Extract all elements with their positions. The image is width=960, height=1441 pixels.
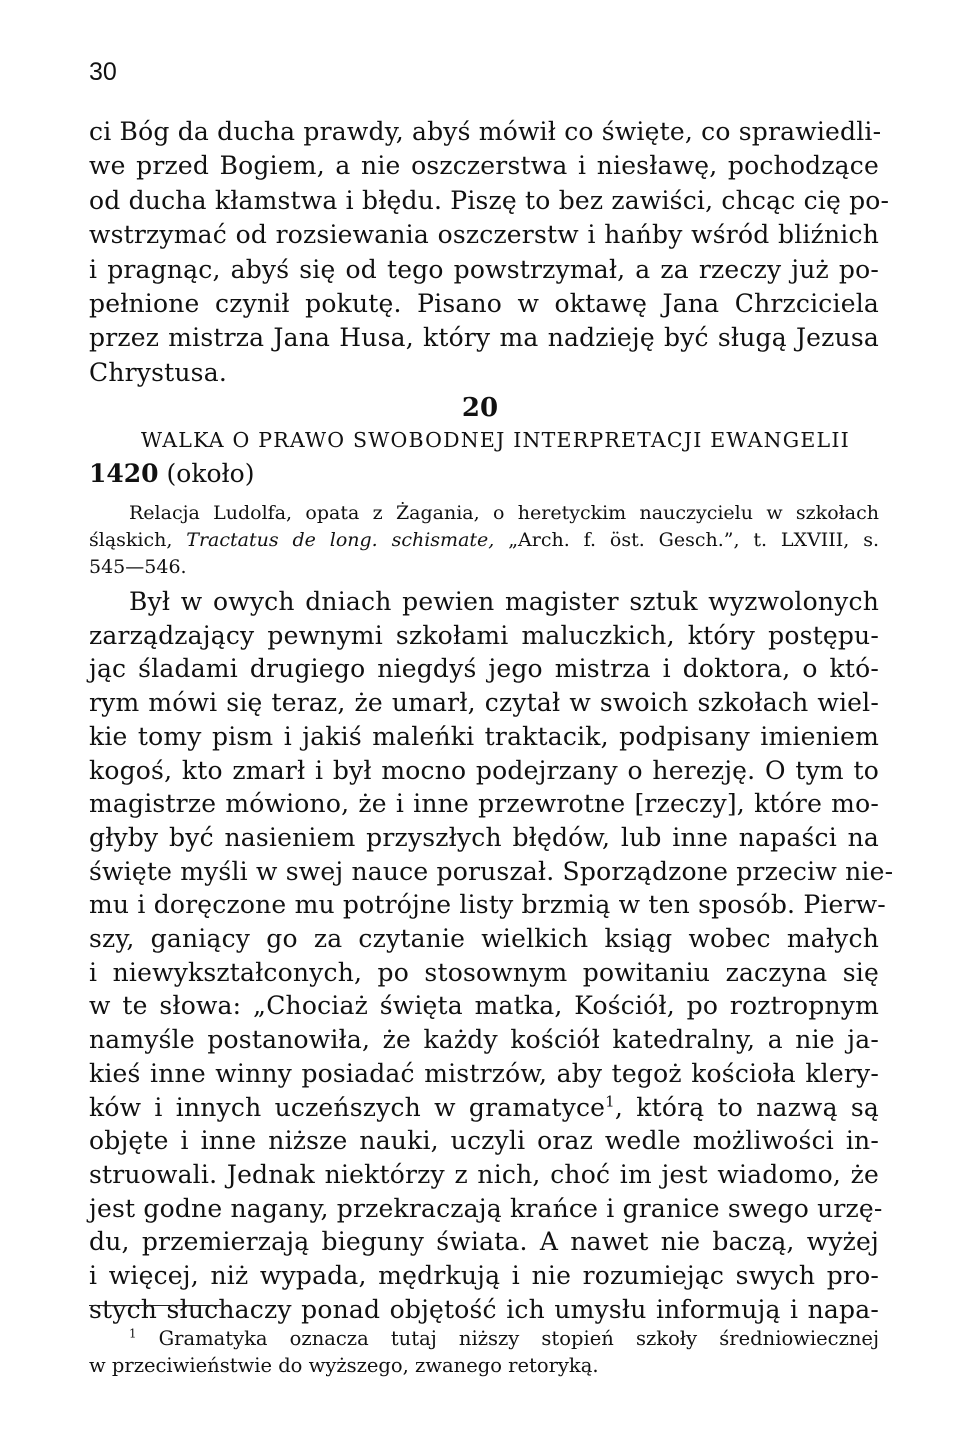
date-year: 1420 (89, 459, 159, 488)
text-segment: , którą to nazwą są (614, 1092, 880, 1122)
text-line: w te słowa: „Chociaż święta matka, Kościół, po roztropnym (89, 991, 879, 1021)
text-line: szy, ganiący go za czytanie wielkich ksiąg wobec małych (89, 924, 879, 954)
source-line (89, 527, 879, 554)
text-line: du, przemierzają bieguny świata. A nawet nie baczą, wyżej (89, 1227, 879, 1257)
text-line: i pragnąc, abyś się od tego powstrzymał, a za rzeczy już po- (89, 254, 879, 284)
text-line: wstrzymać od rozsiewania oszczerstw i hańby wśród bliźnich (89, 220, 879, 250)
footnote-line: w przeciwieństwie do wyższego, zwanego retoryką. (89, 1354, 599, 1377)
text-line: we przed Bogiem, a nie oszczerstwa i niesławę, pochodzące (89, 151, 879, 181)
text-line (89, 1091, 879, 1125)
source-text: śląskich, (89, 529, 187, 551)
footnote-marker: 1 (129, 1326, 137, 1341)
text-line: ci Bóg da ducha prawdy, abyś mówił co święte, co sprawiedli- (89, 117, 882, 146)
page-number: 30 (89, 58, 117, 86)
text-line: kogoś, kto zmarł i był mocno podejrzany o herezję. O tym to (89, 755, 879, 785)
source-line: Relacja Ludolfa, opata z Żagania, o heretyckim nauczycielu w szkołach (129, 502, 879, 524)
main-paragraph (89, 585, 894, 1326)
text-line: i niewykształconych, po stosownym powitaniu zaczyna się (89, 957, 879, 987)
text-line: struowali. Jednak niektórzy z nich, choć im jest wiadomo, że (89, 1159, 879, 1189)
footnote-text: Gramatyka oznacza tutaj niższy stopień szkoły średniowiecznej (136, 1327, 879, 1350)
text-line: Chrystusa. (89, 357, 227, 387)
footnote (89, 1325, 879, 1379)
source-text: „Arch. f. öst. Gesch.”, t. LXVIII, s. (494, 529, 880, 551)
text-line: przez mistrza Jana Husa, który ma nadzieję być sługą Jezusa (89, 323, 879, 353)
text-line: jest godne nagany, przekraczają krańce i granice swego urzę- (89, 1193, 883, 1223)
footnote-reference: 1 (605, 1092, 615, 1111)
text-line: od ducha kłamstwa i błędu. Piszę to bez zawiści, chcąc cię po- (89, 185, 890, 215)
top-paragraph (89, 115, 890, 390)
date-note: (około) (166, 459, 255, 488)
text-line: stych słuchaczy ponad objętość ich umysłu informują i napa- (89, 1294, 879, 1324)
text-line: głyby być nasieniem przyszłych błędów, lub inne napaści na (89, 822, 879, 852)
source-citation (89, 500, 879, 581)
text-line: zarządzający pewnymi szkołami maluczkich, który postępu- (89, 620, 879, 650)
document-number: 20 (461, 393, 499, 423)
footnote-line (89, 1325, 879, 1352)
text-line: kie tomy pism i jakiś maleńki traktacik, podpisany imieniem (89, 721, 879, 751)
document-heading: WALKA O PRAWO SWOBODNEJ INTERPRETACJI EWANGELII (141, 428, 850, 452)
text-line: namyśle postanowiła, że każdy kościół katedralny, a nie ja- (89, 1025, 879, 1055)
text-line: jąc śladami drugiego niegdyś jego mistrza i doktora, o któ- (89, 654, 879, 684)
footnote-divider (89, 1305, 221, 1306)
text-line: święte myśli w swej nauce poruszał. Sporządzone przeciw nie- (89, 856, 894, 886)
text-line: kieś inne winny posiadać mistrzów, aby tegoż kościoła klery- (89, 1058, 879, 1088)
text-segment: ków i innych uczeńszych w gramatyce (89, 1092, 606, 1122)
text-line: i więcej, niż wypada, mędrkują i nie rozumiejąc swych pro- (89, 1261, 879, 1291)
text-line: magistrze mówiono, że i inne przewrotne [rzeczy], które mo- (89, 789, 879, 819)
text-line: objęte i inne niższe nauki, uczyli oraz wedle możliwości in- (89, 1126, 879, 1156)
text-line: rym mówi się teraz, że umarł, czytał w swoich szkołach wiel- (89, 688, 879, 718)
text-line: Był w owych dniach pewien magister sztuk wyzwolonych (129, 587, 879, 616)
text-line: pełnione czynił pokutę. Pisano w oktawę Jana Chrzciciela (89, 289, 879, 319)
source-line: 545—546. (89, 556, 187, 578)
document-date (89, 459, 254, 488)
text-line: mu i doręczone mu potrójne listy brzmią w ten sposób. Pierw- (89, 890, 886, 920)
source-title: Tractatus de long. schismate, (186, 529, 495, 551)
